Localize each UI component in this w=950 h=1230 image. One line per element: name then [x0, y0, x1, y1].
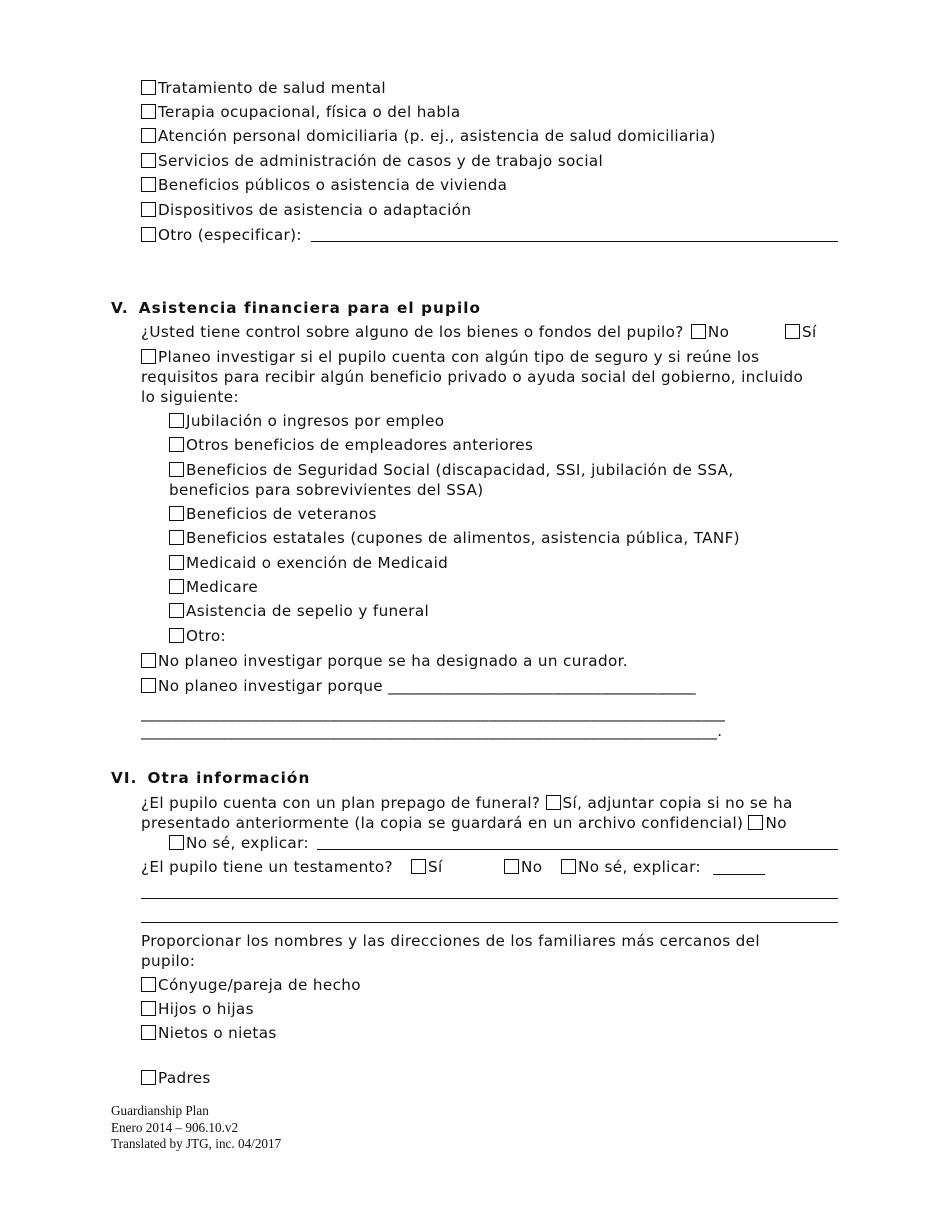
benefit-item: Beneficios de Seguridad Social (discapacidad, SSI, jubilación de SSA, — [169, 460, 734, 480]
footer-translation: Translated by JTG, inc. 04/2017 — [111, 1136, 282, 1151]
will-question: ¿El pupilo tiene un testamento? — [141, 858, 393, 876]
control-question: ¿Usted tiene control sobre alguno de los bienes o fondos del pupilo? No — [141, 323, 730, 341]
benefit-item: Otro: — [169, 626, 226, 646]
curator-option: No planeo investigar porque se ha designado a un curador. — [141, 651, 628, 671]
will-no-option: No — [504, 857, 542, 877]
footer-title: Guardianship Plan — [111, 1103, 209, 1118]
footer-version: Enero 2014 – 906.10.v2 — [111, 1119, 239, 1135]
relative-checkbox[interactable] — [141, 1070, 156, 1085]
benefit-item: Beneficios estatales (cupones de alimentos, asistencia pública, TANF) — [169, 528, 740, 548]
funeral-yes-checkbox[interactable] — [546, 795, 561, 810]
benefit-checkbox[interactable] — [169, 628, 184, 643]
relative-item: Nietos o nietas — [141, 1023, 277, 1043]
reason-blank-line2[interactable]: __________________________________________________________________________ — [141, 704, 726, 722]
benefit-checkbox[interactable] — [169, 462, 184, 477]
service-checkbox[interactable] — [141, 80, 156, 95]
benefit-checkbox[interactable] — [169, 506, 184, 521]
curator-checkbox[interactable] — [141, 653, 156, 668]
funeral-dont-know-checkbox[interactable] — [169, 835, 184, 850]
benefit-checkbox[interactable] — [169, 530, 184, 545]
control-no-checkbox[interactable] — [691, 324, 706, 339]
footer — [111, 1103, 281, 1153]
service-item: Atención personal domiciliaria (p. ej., asistencia de salud domiciliaria) — [141, 126, 716, 146]
investigate-checkbox[interactable] — [141, 349, 156, 364]
section-vi-heading: VI. Otra información — [111, 769, 311, 787]
relatives-instructions-line2: pupilo: — [141, 952, 196, 970]
service-item: Terapia ocupacional, física o del habla — [141, 102, 461, 122]
benefit-item: Beneficios de veteranos — [169, 504, 377, 524]
other-specify-field[interactable] — [311, 241, 838, 242]
relative-checkbox[interactable] — [141, 977, 156, 992]
service-checkbox[interactable] — [141, 128, 156, 143]
will-no-checkbox[interactable] — [504, 859, 519, 874]
control-yes-checkbox[interactable] — [785, 324, 800, 339]
benefit-item: Medicare — [169, 577, 258, 597]
benefit-checkbox[interactable] — [169, 437, 184, 452]
service-item: Tratamiento de salud mental — [141, 78, 386, 98]
benefit-item: Medicaid o exención de Medicaid — [169, 553, 448, 573]
service-checkbox[interactable] — [141, 202, 156, 217]
investigate-text-line2: requisitos para recibir algún beneficio privado o ayuda social del gobierno, incluido — [141, 368, 804, 386]
funeral-explain-field[interactable] — [317, 849, 838, 850]
relative-item: Padres — [141, 1068, 211, 1088]
section-v-heading: V. Asistencia financiera para el pupilo — [111, 299, 482, 317]
service-checkbox[interactable] — [141, 104, 156, 119]
funeral-dont-know: No sé, explicar: — [169, 833, 309, 853]
will-yes-checkbox[interactable] — [411, 859, 426, 874]
reason-blank[interactable]: _______________________________________ — [388, 677, 697, 695]
will-explain-field[interactable] — [713, 874, 765, 875]
relative-item: Cónyuge/pareja de hecho — [141, 975, 361, 995]
investigate-option: Planeo investigar si el pupilo cuenta con algún tipo de seguro y si reúne los — [141, 347, 759, 367]
benefit-checkbox[interactable] — [169, 579, 184, 594]
relative-checkbox[interactable] — [141, 1025, 156, 1040]
benefit-item: Asistencia de sepelio y funeral — [169, 601, 429, 621]
investigate-text-line3: lo siguiente: — [141, 388, 239, 406]
not-investigate-because-option: No planeo investigar porque _______________________________________ — [141, 676, 696, 696]
funeral-no-checkbox[interactable] — [748, 815, 763, 830]
will-explain-line2[interactable] — [141, 898, 838, 899]
service-item: Servicios de administración de casos y de trabajo social — [141, 151, 603, 171]
control-yes-option: Sí — [785, 322, 817, 342]
will-dont-know-checkbox[interactable] — [561, 859, 576, 874]
service-checkbox[interactable] — [141, 177, 156, 192]
relatives-instructions: Proporcionar los nombres y las direcciones de los familiares más cercanos del — [141, 932, 760, 950]
funeral-question-line2: presentado anteriormente (la copia se guardará en un archivo confidencial) No — [141, 814, 787, 832]
will-dont-know-option: No sé, explicar: — [561, 857, 701, 877]
will-explain-line3[interactable] — [141, 922, 838, 923]
benefit-item: Jubilación o ingresos por empleo — [169, 411, 444, 431]
benefit-item-continuation: beneficios para sobrevivientes del SSA) — [169, 481, 484, 499]
service-item-other: Otro (especificar): — [141, 225, 302, 245]
benefit-checkbox[interactable] — [169, 555, 184, 570]
service-checkbox[interactable] — [141, 153, 156, 168]
relative-item: Hijos o hijas — [141, 999, 254, 1019]
benefit-checkbox[interactable] — [169, 603, 184, 618]
service-item: Dispositivos de asistencia o adaptación — [141, 200, 471, 220]
benefit-checkbox[interactable] — [169, 413, 184, 428]
relative-checkbox[interactable] — [141, 1001, 156, 1016]
will-yes-option: Sí — [411, 857, 443, 877]
service-other-checkbox[interactable] — [141, 227, 156, 242]
service-item: Beneficios públicos o asistencia de vivienda — [141, 175, 507, 195]
reason-blank-line3[interactable]: _________________________________________________________________________. — [141, 722, 723, 740]
funeral-question: ¿El pupilo cuenta con un plan prepago de funeral? Sí, adjuntar copia si no se ha — [141, 794, 793, 812]
not-investigate-checkbox[interactable] — [141, 678, 156, 693]
benefit-item: Otros beneficios de empleadores anteriores — [169, 435, 533, 455]
